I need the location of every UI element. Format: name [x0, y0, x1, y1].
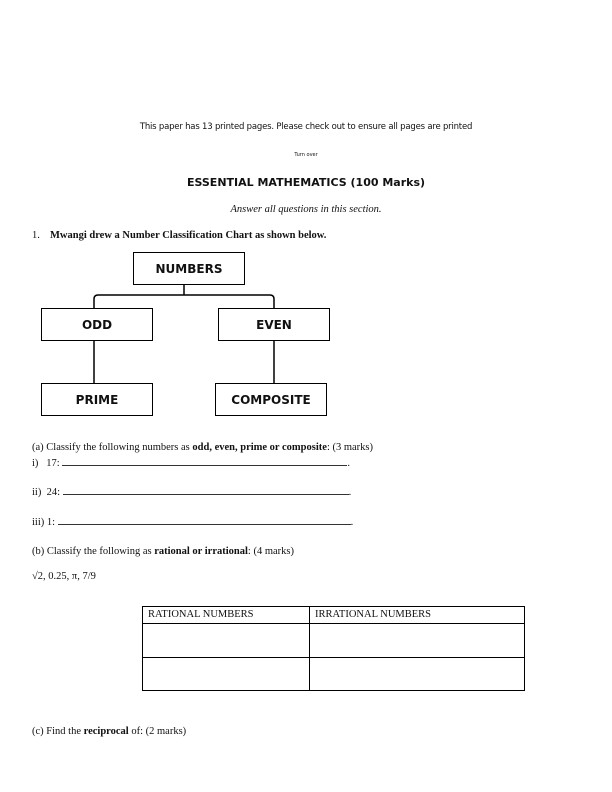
item-label: iii) 1:	[32, 517, 56, 528]
rational-cell-2[interactable]	[143, 658, 310, 691]
page-notice: This paper has 13 printed pages. Please check out to ensure all pages are printed	[139, 122, 473, 132]
chart-node-numbers: NUMBERS	[133, 252, 245, 285]
chart-node-even: EVEN	[218, 308, 330, 341]
part-c-prompt	[32, 726, 186, 737]
part-a-bold: odd, even, prime or composite	[192, 442, 327, 453]
part-a-prefix: (a) Classify the following numbers as	[32, 442, 193, 453]
part-c-bold: reciprocal	[83, 726, 129, 737]
turn-over-note: Turn over	[294, 152, 318, 158]
part-a-prompt	[32, 442, 373, 453]
part-b-prefix: (b) Classify the following as	[32, 546, 155, 557]
rational-cell-1[interactable]	[143, 624, 310, 658]
part-b-numbers: √2, 0.25, π, 7/9	[32, 571, 96, 582]
part-b-suffix: : (4 marks)	[247, 546, 294, 557]
chart-node-odd: ODD	[41, 308, 153, 341]
answer-line-3[interactable]	[58, 524, 351, 525]
part-a-suffix: : (3 marks)	[326, 442, 374, 453]
rational-irrational-table	[142, 606, 525, 691]
chart-node-prime: PRIME	[41, 383, 153, 416]
rational-header: RATIONAL NUMBERS	[143, 607, 310, 624]
item-label: ii) 24:	[32, 487, 60, 498]
part-c-suffix: of: (2 marks)	[128, 726, 187, 737]
irrational-header: IRRATIONAL NUMBERS	[310, 607, 525, 624]
paper-title: ESSENTIAL MATHEMATICS (100 Marks)	[186, 176, 426, 189]
answer-line-2[interactable]	[63, 494, 349, 495]
part-b-bold: rational or irrational	[154, 546, 248, 557]
answer-row-3: iii) 1: .	[32, 517, 354, 528]
answer-row-2: ii) 24: .	[32, 487, 352, 498]
question-text: Mwangi drew a Number Classification Chart as shown below.	[50, 230, 327, 241]
part-b-prompt	[32, 546, 294, 557]
item-label: i) 17:	[32, 458, 60, 469]
chart-node-composite: COMPOSITE	[215, 383, 327, 416]
section-instruction: Answer all questions in this section.	[230, 204, 382, 215]
irrational-cell-1[interactable]	[310, 624, 525, 658]
question-number: 1.	[32, 230, 40, 241]
answer-row-1: i) 17: .	[32, 458, 350, 469]
irrational-cell-2[interactable]	[310, 658, 525, 691]
answer-line-1[interactable]	[62, 465, 347, 466]
part-c-prefix: (c) Find the	[32, 726, 84, 737]
